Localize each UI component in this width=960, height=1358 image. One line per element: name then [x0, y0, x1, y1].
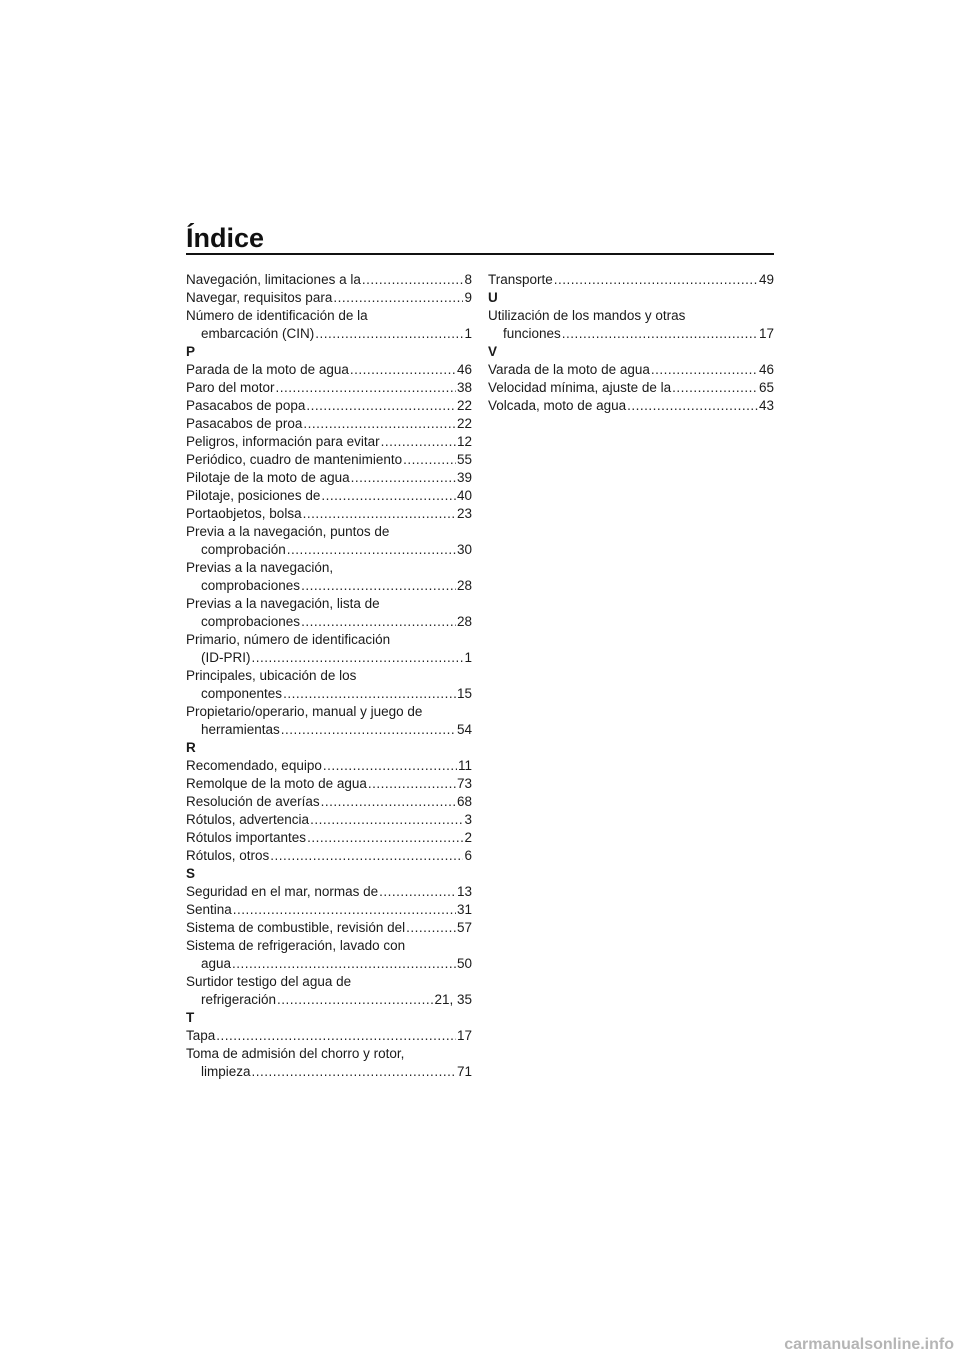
- index-entry-page: 11: [457, 758, 472, 773]
- dot-leader: [283, 685, 456, 703]
- page-title: Índice: [186, 223, 265, 253]
- watermark-url[interactable]: carmanualsonline.info: [784, 1336, 954, 1353]
- index-section-letter: U: [488, 290, 498, 305]
- index-entry-page: 1: [464, 650, 472, 665]
- index-entry-text: Previas a la navegación, lista de: [186, 596, 380, 611]
- index-section-letter: P: [186, 344, 196, 359]
- index-entry-page: 22: [456, 416, 472, 431]
- index-entry[interactable]: [186, 667, 472, 703]
- index-entry-page: 38: [456, 380, 472, 395]
- index-entry-page: 15: [456, 686, 472, 701]
- index-entry[interactable]: [186, 757, 472, 775]
- index-entry-text: Pasacabos de proa: [186, 416, 303, 431]
- index-entry-page: 55: [456, 452, 472, 467]
- index-entry-page: 6: [464, 848, 472, 863]
- index-entry-text: Paro del motor: [186, 380, 275, 395]
- index-entry-page: 3: [464, 812, 472, 827]
- index-entry[interactable]: [186, 469, 472, 487]
- dot-leader: [270, 847, 463, 865]
- dot-leader: [252, 1063, 456, 1081]
- index-entry[interactable]: [186, 829, 472, 847]
- index-entry-text: Parada de la moto de agua: [186, 362, 349, 377]
- index-entry-text: Periódico, cuadro de mantenimiento: [186, 452, 403, 467]
- index-entry[interactable]: [186, 919, 472, 937]
- index-entry-page: 8: [464, 272, 472, 287]
- index-entry[interactable]: [186, 271, 472, 289]
- dot-leader: [233, 901, 456, 919]
- index-section-letter: R: [186, 740, 196, 755]
- index-entry-text: Tapa: [186, 1028, 216, 1043]
- index-entry-text: agua: [201, 956, 232, 971]
- index-entry-text: Peligros, información para evitar: [186, 434, 380, 449]
- index-column-left: [186, 271, 472, 1081]
- index-entry-text: Remolque de la moto de agua: [186, 776, 367, 791]
- index-entry[interactable]: [186, 595, 472, 631]
- index-entry-text: embarcación (CIN): [201, 326, 315, 341]
- index-entry-page: 46: [456, 362, 472, 377]
- index-entry-page: 40: [456, 488, 472, 503]
- index-entry[interactable]: [186, 487, 472, 505]
- index-entry-text: Sentina: [186, 902, 232, 917]
- index-entry-text: Resolución de averías: [186, 794, 320, 809]
- index-entry-text: refrigeración: [201, 992, 277, 1007]
- index-entry-text: Pilotaje, posiciones de: [186, 488, 321, 503]
- dot-leader: [627, 397, 758, 415]
- index-entry[interactable]: [186, 847, 472, 865]
- index-entry-text: Navegación, limitaciones a la: [186, 272, 361, 287]
- index-entry-text: Previa a la navegación, puntos de: [186, 524, 390, 539]
- index-entry-page: 2: [464, 830, 472, 845]
- index-entry[interactable]: [186, 937, 472, 973]
- index-entry[interactable]: [186, 379, 472, 397]
- index-entry-text: componentes: [201, 686, 283, 701]
- dot-leader: [562, 325, 758, 343]
- index-entry[interactable]: [186, 415, 472, 433]
- index-entry-page: 28: [456, 614, 472, 629]
- index-entry[interactable]: [186, 361, 472, 379]
- index-entry[interactable]: [488, 307, 774, 343]
- index-entry-page: 65: [758, 380, 774, 395]
- index-entry[interactable]: [186, 901, 472, 919]
- index-entry-text: comprobación: [201, 542, 286, 557]
- index-entry-text: Primario, número de identificación: [186, 632, 391, 647]
- index-entry-text: Pilotaje de la moto de agua: [186, 470, 350, 485]
- dot-leader: [216, 1027, 456, 1045]
- index-entry[interactable]: [488, 361, 774, 379]
- dot-leader: [306, 397, 456, 415]
- index-entry[interactable]: [186, 793, 472, 811]
- index-entry-text: Portaobjetos, bolsa: [186, 506, 302, 521]
- index-entry[interactable]: [488, 379, 774, 397]
- index-entry-text: funciones: [503, 326, 561, 341]
- dot-leader: [321, 793, 456, 811]
- dot-leader: [310, 811, 463, 829]
- dot-leader: [277, 991, 433, 1009]
- dot-leader: [351, 469, 456, 487]
- index-entry-page: 57: [456, 920, 472, 935]
- dot-leader: [281, 721, 456, 739]
- index-entry-page: 28: [456, 578, 472, 593]
- dot-leader: [333, 289, 463, 307]
- index-section-letter: T: [186, 1010, 195, 1025]
- dot-leader: [301, 577, 456, 595]
- title-rule: [186, 253, 774, 255]
- index-entry[interactable]: [186, 631, 472, 667]
- index-entry-page: 31: [456, 902, 472, 917]
- dot-leader: [303, 505, 456, 523]
- index-entry-page: 54: [456, 722, 472, 737]
- index-entry[interactable]: [186, 307, 472, 343]
- index-entry-page: 9: [464, 290, 472, 305]
- index-entry-page: 17: [456, 1028, 472, 1043]
- index-entry-text: Toma de admisión del chorro y rotor,: [186, 1046, 405, 1061]
- index-entry-page: 17: [758, 326, 774, 341]
- index-entry[interactable]: [488, 397, 774, 415]
- dot-leader: [321, 487, 456, 505]
- dot-leader: [315, 325, 463, 343]
- index-entry-page: 39: [456, 470, 472, 485]
- index-entry-page: 43: [758, 398, 774, 413]
- index-entry-page: 30: [456, 542, 472, 557]
- index-entry[interactable]: [186, 397, 472, 415]
- dot-leader: [368, 775, 456, 793]
- dot-leader: [232, 955, 456, 973]
- index-entry-text: Navegar, requisitos para: [186, 290, 333, 305]
- index-entry-page: 73: [456, 776, 472, 791]
- dot-leader: [554, 271, 758, 289]
- index-entry-text: Número de identificación de la: [186, 308, 368, 323]
- dot-leader: [672, 379, 758, 397]
- dot-leader: [651, 361, 758, 379]
- index-entry-text: Previas a la navegación,: [186, 560, 334, 575]
- index-entry-page: 13: [456, 884, 472, 899]
- index-entry[interactable]: [186, 1045, 472, 1081]
- index-entry-text: Varada de la moto de agua: [488, 362, 650, 377]
- index-entry-page: 21, 35: [434, 992, 472, 1007]
- index-entry[interactable]: [186, 559, 472, 595]
- index-entry-text: comprobaciones: [201, 578, 301, 593]
- index-entry-text: Seguridad en el mar, normas de: [186, 884, 379, 899]
- index-entry-page: 1: [464, 326, 472, 341]
- index-entry[interactable]: [186, 433, 472, 451]
- index-entry-text: Velocidad mínima, ajuste de la: [488, 380, 672, 395]
- dot-leader: [403, 451, 456, 469]
- index-entry-text: Principales, ubicación de los: [186, 668, 357, 683]
- dot-leader: [301, 613, 456, 631]
- index-entry-text: limpieza: [201, 1064, 251, 1079]
- index-entry[interactable]: [186, 505, 472, 523]
- index-entry[interactable]: [186, 883, 472, 901]
- dot-leader: [252, 649, 464, 667]
- index-entry-page: 22: [456, 398, 472, 413]
- index-entry-text: Transporte: [488, 272, 553, 287]
- index-entry-page: 12: [456, 434, 472, 449]
- index-entry-text: Sistema de refrigeración, lavado con: [186, 938, 406, 953]
- index-entry-page: 68: [456, 794, 472, 809]
- index-section-letter: V: [488, 344, 498, 359]
- index-entry[interactable]: [186, 811, 472, 829]
- index-entry-page: 23: [456, 506, 472, 521]
- index-entry[interactable]: [186, 703, 472, 739]
- index-entry[interactable]: [186, 289, 472, 307]
- dot-leader: [323, 757, 457, 775]
- index-entry[interactable]: [186, 775, 472, 793]
- index-column-right: [488, 271, 774, 415]
- dot-leader: [276, 379, 456, 397]
- dot-leader: [379, 883, 456, 901]
- index-entry-text: Surtidor testigo del agua de: [186, 974, 352, 989]
- index-entry-text: Recomendado, equipo: [186, 758, 322, 773]
- index-entry-text: Rótulos, otros: [186, 848, 270, 863]
- dot-leader: [303, 415, 456, 433]
- index-section-letter: S: [186, 866, 196, 881]
- dot-leader: [287, 541, 456, 559]
- index-entry[interactable]: [186, 523, 472, 559]
- dot-leader: [362, 271, 464, 289]
- dot-leader: [381, 433, 456, 451]
- index-entry[interactable]: [488, 271, 774, 289]
- index-entry-text: Rótulos, advertencia: [186, 812, 310, 827]
- index-entry-text: Utilización de los mandos y otras: [488, 308, 686, 323]
- index-entry-page: 49: [758, 272, 774, 287]
- index-entry[interactable]: [186, 451, 472, 469]
- index-entry-text: comprobaciones: [201, 614, 301, 629]
- index-entry-text: (ID-PRI): [201, 650, 251, 665]
- index-entry-page: 50: [456, 956, 472, 971]
- index-entry[interactable]: [186, 973, 472, 1009]
- index-entry-text: Propietario/operario, manual y juego de: [186, 704, 423, 719]
- index-entry-text: herramientas: [201, 722, 280, 737]
- index-entry-page: 71: [456, 1064, 472, 1079]
- dot-leader: [406, 919, 456, 937]
- index-entry-text: Volcada, moto de agua: [488, 398, 627, 413]
- index-entry-text: Rótulos importantes: [186, 830, 307, 845]
- index-entry-text: Pasacabos de popa: [186, 398, 306, 413]
- dot-leader: [307, 829, 463, 847]
- index-entry[interactable]: [186, 1027, 472, 1045]
- index-entry-text: Sistema de combustible, revisión del: [186, 920, 406, 935]
- index-entry-page: 46: [758, 362, 774, 377]
- dot-leader: [350, 361, 456, 379]
